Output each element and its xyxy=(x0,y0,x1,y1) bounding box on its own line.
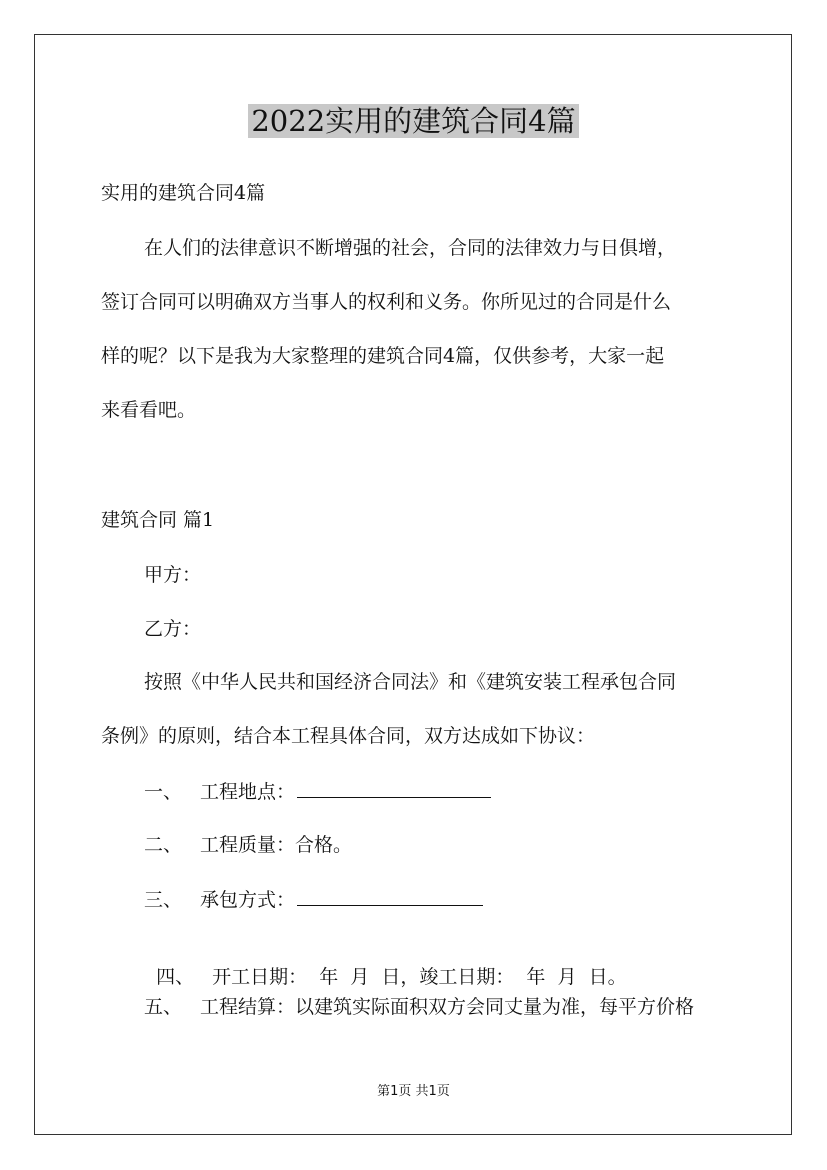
intro-line-1: 在人们的法律意识不断增强的社会，合同的法律效力与日俱增， xyxy=(144,237,677,259)
page-footer xyxy=(0,1083,827,1101)
intro-line-3: 样的呢？以下是我为大家整理的建筑合同4篇，仅供参考，大家一起 xyxy=(101,345,665,367)
clause-2-text: 工程质量：合格。 xyxy=(200,834,353,856)
clause-1-text: 工程地点： xyxy=(200,781,296,803)
document-title-text: 2022实用的建筑合同4篇 xyxy=(248,104,578,138)
clause-3-number: 三、 xyxy=(144,889,183,911)
clause-3-blank xyxy=(297,887,483,906)
party-a-label: 甲方： xyxy=(144,564,202,586)
intro-line-4: 来看看吧。 xyxy=(101,399,197,421)
page-number: 第1页 共1页 xyxy=(377,1084,450,1099)
basis-line-1: 按照《中华人民共和国经济合同法》和《建筑安装工程承包合同 xyxy=(144,671,677,693)
clause-1 xyxy=(144,779,491,804)
clause-5 xyxy=(144,995,694,1019)
clause-2-number: 二、 xyxy=(144,834,183,856)
clause-1-number: 一、 xyxy=(144,781,183,803)
basis-line-2: 条例》的原则，结合本工程具体合同，双方达成如下协议： xyxy=(101,725,596,747)
clause-3 xyxy=(144,887,483,912)
party-b-label: 乙方： xyxy=(144,618,202,640)
document-title xyxy=(0,101,827,141)
intro-line-2: 签订合同可以明确双方当事人的权利和义务。你所见过的合同是什么 xyxy=(101,291,672,313)
document-subtitle: 实用的建筑合同4篇 xyxy=(101,182,266,204)
clause-3-text: 承包方式： xyxy=(200,889,296,911)
clause-4-number: 四、 xyxy=(156,966,195,988)
section-heading: 建筑合同 篇1 xyxy=(101,509,215,531)
clause-2 xyxy=(144,833,352,857)
clause-5-text: 工程结算：以建筑实际面积双方会同丈量为准，每平方价格 xyxy=(200,996,695,1018)
clause-4 xyxy=(144,941,627,989)
clause-1-blank xyxy=(297,779,491,798)
clause-4-text: 开工日期： 年 月 日，竣工日期： 年 月 日。 xyxy=(212,966,627,988)
clause-5-number: 五、 xyxy=(144,996,183,1018)
